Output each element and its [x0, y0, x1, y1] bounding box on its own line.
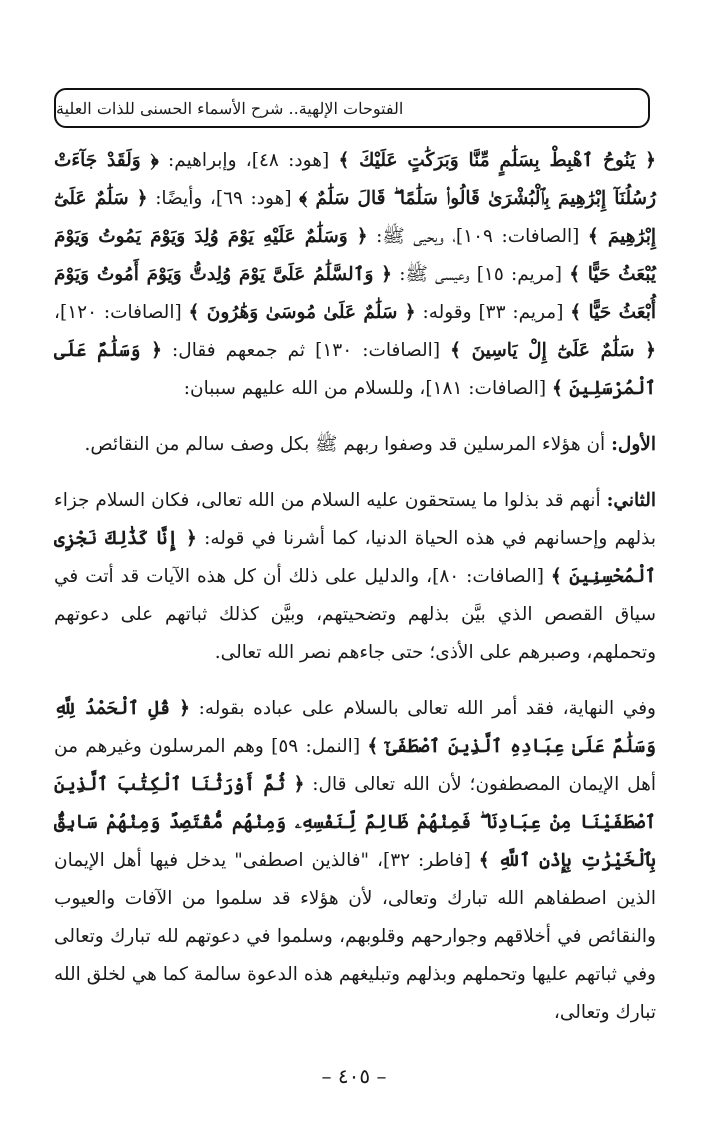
quran-verse: ﴿ سَلَٰمٌ عَلَىٰٓ إِبْرَٰهِيمَ ﴾	[54, 188, 656, 247]
quran-verse: ﴿ سَلَٰمٌ عَلَىٰٓ إِلْ يَاسِينَ ﴾	[450, 340, 656, 361]
reason-text: أن هؤلاء المرسلين قد وصفوا ربهم ﷺ بكل وصف سالم من النقائص.	[84, 434, 612, 455]
reason-label: الثاني:	[606, 490, 656, 511]
citation: [الصافات: ١٨١]، وللسلام من الله عليهم سببان:	[183, 378, 552, 399]
header-title: الفتوحات الإلهية.. شرح الأسماء الحسنى للذات العلية	[56, 98, 404, 118]
reason-text: أنهم قد بذلوا ما يستحقون عليه السلام من الله تعالى، فكان السلام جزاء بذلهم وإحسانهم في هذه الحياة الدنيا، كما أشرنا في قوله:	[54, 490, 656, 549]
quran-verse: ﴿ قُلِ ٱلْحَمْدُ لِلَّهِ وَسَلَٰمٌ عَلَىٰ عِبَادِهِ ٱلَّذِينَ ٱصْطَفَىٰٓ ﴾	[54, 698, 656, 757]
citation: [مريم: ٣٣] وقوله:	[415, 302, 571, 323]
quran-verse: ﴿ وَسَلَٰمٌ عَلَى ٱلْمُرْسَلِينَ ﴾	[54, 340, 656, 399]
quran-verse: ﴿ إِنَّا كَذَٰلِكَ نَجْزِى ٱلْمُحْسِنِينَ ﴾	[54, 528, 656, 587]
conclusion-text: [النمل: ٥٩] وهم المرسلون وغيرهم من أهل الإيمان المصطفون؛ لأن الله تعالى قال:	[54, 736, 656, 795]
reason-label: الأول:	[611, 434, 656, 455]
quran-verse: ﴿ وَسَلَٰمٌ عَلَيْهِ يَوْمَ وُلِدَ وَيَوْمَ يَمُوتُ وَيَوْمَ يُبْعَثُ حَيًّا ﴾	[54, 226, 656, 285]
citation: [هود: ٤٨]، وإبراهيم:	[158, 150, 339, 171]
citation: [الصافات: ١٢٠]،	[54, 302, 189, 323]
citation: [الصافات: ١٣٠] ثم جمعهم فقال:	[161, 340, 451, 361]
quran-verse: ﴿ وَلَقَدْ جَآءَتْ رُسُلُنَآ إِبْرَٰهِيمَ بِٱلْبُشْرَىٰ قَالُوا۟ سَلَٰمًا ۖ قَالَ سَلَٰمٌ ﴾	[54, 150, 656, 209]
paragraph-salutations	[54, 142, 656, 408]
paragraph-conclusion	[54, 690, 656, 1032]
quran-verse: ﴿ ثُمَّ أَوْرَثْنَا ٱلْكِتَٰبَ ٱلَّذِينَ ٱصْطَفَيْنَا مِنْ عِبَادِنَا ۖ فَمِنْهُمْ ظَالِمٌ لِّنَفْسِهِۦ وَمِنْهُم مُّقْتَصِدٌ وَمِنْهُمْ سَابِقٌۢ بِٱلْخَيْرَٰتِ بِإِذْنِ ٱللَّهِ ﴾	[54, 774, 656, 871]
conclusion-text: [فاطر: ٣٢]، "فالذين اصطفى" يدخل فيها أهل الإيمان الذين اصطفاهم الله تبارك وتعالى، لأن هؤلاء قد سلموا من الآفات والعيوب والنقائص في أخلاقهم وجوارحهم وقلوبهم، وسلموا في دعوتهم لله تبارك وتعالى وفي ثباتهم عليها وتحملهم وبذلهم وتبليغهم هذه الدعوة سالمة كما هي لخلق الله تبارك وتعالى،	[54, 850, 656, 1023]
page-body	[54, 142, 656, 1032]
reason-text: [الصافات: ٨٠]، والدليل على ذلك أن كل هذه الآيات قد أتت في سياق القصص الذي بيَّن بذلهم وتضحيتهم، وبيَّن كذلك ثباتهم على دعوتهم وتحملهم، وصبرهم على الأذى؛ حتى جاءهم نصر الله تعالى.	[54, 566, 656, 663]
citation: [هود: ٦٩]، وأيضًا:	[147, 188, 300, 209]
citation: [الصافات: ١٠٩]، ويحيى ﷺ:	[367, 226, 588, 247]
citation: [مريم: ١٥] وعيسى ﷺ:	[392, 264, 570, 285]
paragraph-first-reason	[54, 426, 656, 464]
quran-verse: ﴿ سَلَٰمٌ عَلَىٰ مُوسَىٰ وَهَٰرُونَ ﴾	[188, 302, 416, 323]
conclusion-text: وفي النهاية، فقد أمر الله تعالى بالسلام على عباده بقوله:	[190, 698, 656, 719]
quran-verse: ﴿ يَنُوحُ ٱهْبِطْ بِسَلَٰمٍ مِّنَّا وَبَرَكَٰتٍ عَلَيْكَ ﴾	[338, 150, 656, 171]
paragraph-second-reason	[54, 482, 656, 672]
page-number: – ٤٠٥ –	[321, 1064, 387, 1088]
quran-verse: ﴿ وَٱلسَّلَٰمُ عَلَىَّ يَوْمَ وُلِدتُّ وَيَوْمَ أَمُوتُ وَيَوْمَ أُبْعَثُ حَيًّا ﴾	[54, 264, 656, 323]
running-header	[54, 88, 650, 128]
